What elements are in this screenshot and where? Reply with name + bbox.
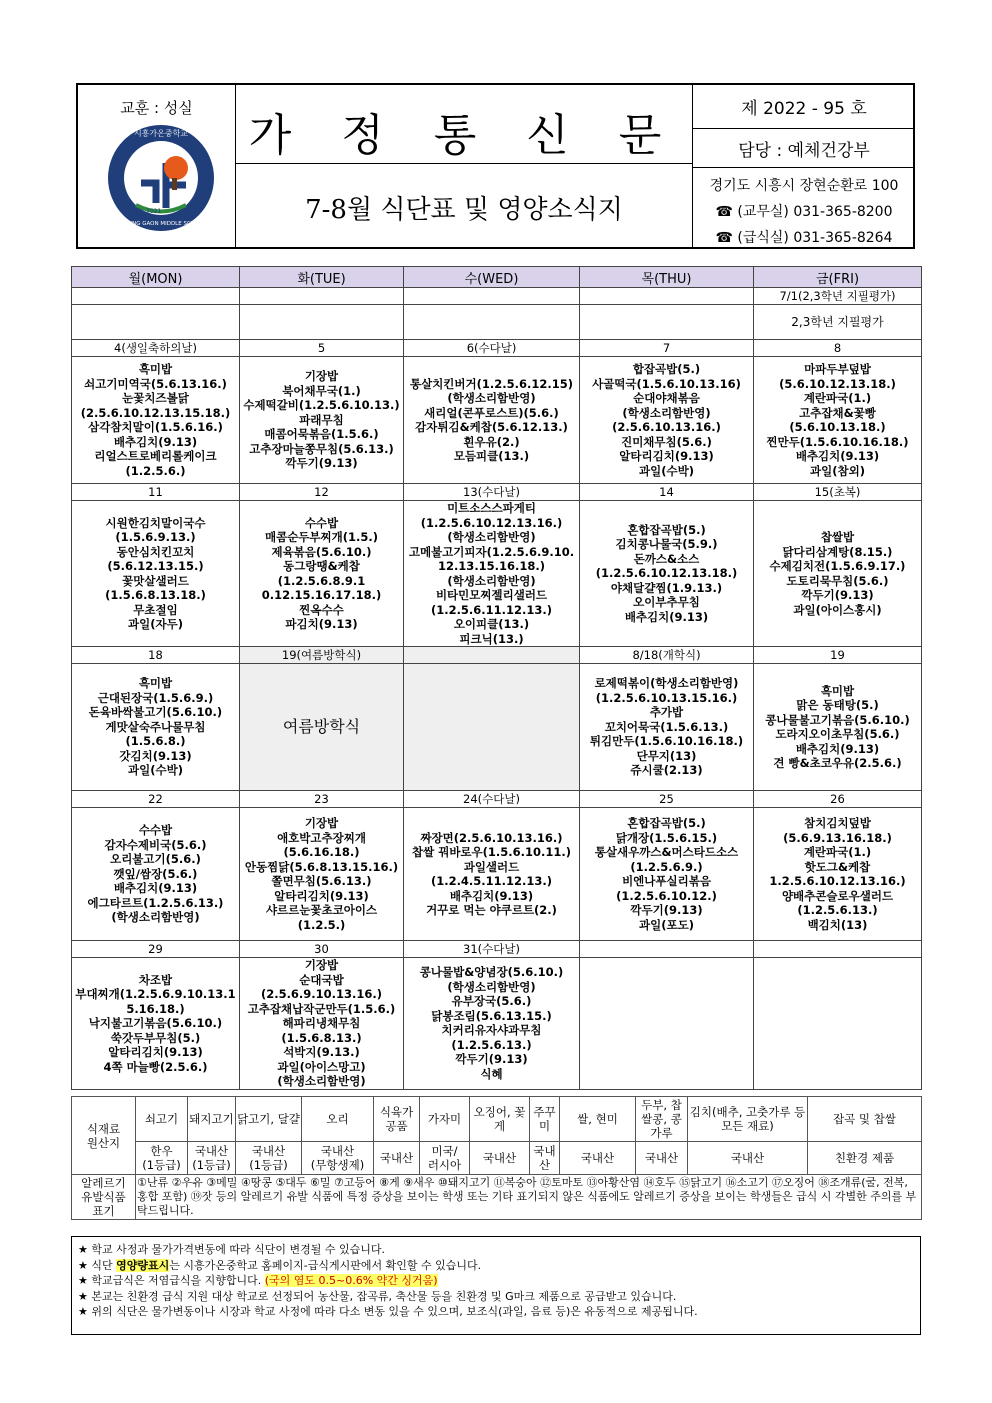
menu-item: (5.6.16.18.) <box>283 845 360 859</box>
menu-item: 파래무침 <box>299 412 344 427</box>
menu-item: (1.2.5.6.11.12.13.) <box>430 602 553 617</box>
menu-item: 꼬치어묵국(1.5.6.13.) <box>604 719 729 734</box>
day-menu-cell <box>754 305 922 340</box>
origin-food-head: 닭고기, 달걀 <box>236 1097 302 1142</box>
day-menu-cell <box>580 808 754 941</box>
menu-item: 매콤순두부찌개(1.5.) <box>264 530 378 544</box>
menu-item: 돈육바싹불고기(5.6.10.) <box>88 705 223 720</box>
menu-item: 모듬피클(13.) <box>453 449 530 463</box>
menu-item: (1.2.5.6.9.) <box>630 859 703 874</box>
day-menu-cell <box>404 501 580 647</box>
day-date-label: 8/18(개학식) <box>580 647 754 664</box>
menu-item: 깍두기(9.13) <box>455 1052 528 1067</box>
menu-item: 참치김치덮밥(5.6.9.13.16.18.) <box>783 816 892 845</box>
day-date-label: 15(초복) <box>754 484 922 501</box>
menu-item: 진미채무침(5.6.) <box>621 434 712 449</box>
menu-item: 과일(수박) <box>639 463 694 478</box>
menu-item: 흑미밥 <box>138 676 173 691</box>
menu-item: 닭봉조림(5.6.13.15.) <box>431 1008 552 1023</box>
menu-item: 에그타르트(1.2.5.6.13.) <box>87 895 224 910</box>
note-line: ★ 식단 영양량표시는 시흥가온중학교 홈페이지-급식게시판에서 확인할 수 있습니다. <box>78 1258 482 1272</box>
menu-item: 과일(아이스망고) <box>277 1059 366 1074</box>
day-menu-cell <box>404 664 580 791</box>
day-date-label: 7/1(2,3학년 지필평가) <box>754 288 922 305</box>
origin-food-head: 두부, 찹쌀콩, 콩가루 <box>636 1097 688 1142</box>
ingredient-origin-table <box>71 1096 922 1220</box>
day-date-label: 4(생일축하의날) <box>72 340 240 357</box>
menu-item: 피크닉(13.) <box>459 631 524 646</box>
menu-item: (학생소리함반영) <box>447 573 536 588</box>
menu-item: 깻잎/쌈장(5.6.) <box>113 866 198 881</box>
menu-item: 단무지(13) <box>636 748 697 763</box>
menu-item: 2,3학년 지필평가 <box>791 314 884 329</box>
menu-item: 야채달걀찜(1.9.13.) <box>610 580 723 595</box>
menu-item: 감자튀김&케찹(5.6.12.13.) <box>415 420 568 434</box>
issue-number: 제 2022 - 95 호 <box>741 99 867 119</box>
day-menu-cell <box>404 808 580 941</box>
menu-item: 고추잡채납작군만두(1.5.6.) <box>247 1001 396 1016</box>
menu-item: 배추김치(9.13) <box>624 609 709 624</box>
day-date-label: 30 <box>240 941 404 958</box>
menu-item: 0.12.15.16.17.18.) <box>261 588 382 602</box>
origin-food-value: 국내산 (무항생제) <box>302 1142 374 1175</box>
day-menu-cell <box>404 958 580 1090</box>
menu-item: 샤르르눈꽃초코아이스 <box>265 903 378 917</box>
day-date-label <box>580 941 754 958</box>
menu-item: 쫄면무침(5.6.13.) <box>271 874 372 888</box>
menu-item: 추가밥 <box>649 705 684 720</box>
menu-item: 고추잡채&꽃빵 <box>799 405 876 420</box>
menu-item: (5.6.12.13.15.) <box>107 559 204 573</box>
menu-item: (학생소리함반영) <box>111 910 200 925</box>
day-menu-cell <box>72 664 240 791</box>
menu-item: 콩나물불고기볶음(5.6.10.) <box>765 712 910 727</box>
menu-item: 닭다리삼계탕(8.15.) <box>782 544 893 559</box>
menu-item: (학생소리함반영) <box>277 1074 366 1088</box>
origin-food-value: 미국/ 러시아 <box>420 1142 470 1175</box>
origin-food-head: 쇠고기 <box>136 1097 188 1142</box>
menu-item: 리얼스트로베리롤케이크 <box>94 449 217 463</box>
origin-food-value: 국내산 <box>470 1142 530 1175</box>
menu-item: 흑미밥 <box>820 683 855 698</box>
origin-food-head: 오징어, 꽃게 <box>470 1097 530 1142</box>
menu-item: 합잡곡밥(5.) <box>632 362 701 376</box>
menu-item: (학생소리함반영) <box>622 405 711 420</box>
menu-item: 부대찌개(1.2.5.6.9.10.13.1 <box>75 987 236 1001</box>
menu-item: 시원한김치말이국수 <box>105 515 206 530</box>
day-menu-cell <box>72 305 240 340</box>
newsletter-subtitle: 7-8월 식단표 및 영양소식지 <box>305 195 623 225</box>
day-date-label: 11 <box>72 484 240 501</box>
menu-item: 파김치(9.13) <box>285 617 358 631</box>
menu-item: 꽃맛살샐러드 <box>122 573 189 588</box>
day-menu-cell <box>240 305 404 340</box>
day-date-label: 18 <box>72 647 240 664</box>
menu-item: (2.5.6.10.12.13.15.18.) <box>80 405 231 420</box>
day-date-label: 22 <box>72 791 240 808</box>
origin-food-value: 국내 산 <box>530 1142 560 1175</box>
menu-item: 찹쌀밥 <box>820 530 855 544</box>
newsletter-header <box>76 83 915 249</box>
menu-item: 김치콩나물국(5.9.) <box>615 537 718 552</box>
menu-item: 여름방학식 <box>282 716 361 736</box>
menu-item: 동그랑땡&케찹(1.2.5.6.8.9.1 <box>277 559 366 588</box>
day-date-label <box>72 288 240 305</box>
menu-item: 알타리김치(9.13) <box>619 449 714 463</box>
menu-item: 석박지(9.13.) <box>283 1045 360 1059</box>
notes-box <box>71 1236 921 1335</box>
day-date-label: 29 <box>72 941 240 958</box>
menu-item: 배추김치(9.13) <box>113 881 198 896</box>
logo-ring-bottom: SIHEUNG GAON MIDDLE SCHOOL <box>115 221 207 227</box>
day-date-label <box>404 647 580 664</box>
day-date-label: 24(수다날) <box>404 791 580 808</box>
menu-item: 제육볶음(5.6.10.) <box>271 544 372 559</box>
note-line: ★ 학교 사정과 물가가격변동에 따라 식단이 변경될 수 있습니다. <box>78 1243 385 1256</box>
origin-food-value: 친환경 제품 <box>808 1142 922 1175</box>
day-date-label: 8 <box>754 340 922 357</box>
day-header: 수(WED) <box>404 267 580 288</box>
phone-office: ☎ (교무실) 031-365-8200 <box>715 204 893 220</box>
menu-item: 순대국밥 <box>299 972 344 987</box>
origin-food-head: 주꾸미 <box>530 1097 560 1142</box>
menu-item: 삼각참치말이(1.5.6.16.) <box>88 420 223 434</box>
day-date-label <box>240 288 404 305</box>
menu-item: (1.2.5.6.) <box>125 463 186 478</box>
menu-item: 갓김치(9.13) <box>119 748 192 763</box>
day-menu-cell <box>580 305 754 340</box>
day-date-label: 14 <box>580 484 754 501</box>
day-menu-cell <box>404 357 580 484</box>
menu-item: 12.13.15.16.18.) <box>437 559 546 573</box>
menu-item: (1.2.5.6.10.12.13.18.) <box>595 566 738 581</box>
day-date-label: 23 <box>240 791 404 808</box>
menu-item: (학생소리함반영) <box>447 979 536 994</box>
menu-item: 새리얼(콘푸로스트)(5.6.) <box>424 405 559 420</box>
day-date-label: 7 <box>580 340 754 357</box>
origin-food-head: 돼지고기 <box>188 1097 236 1142</box>
menu-item: (학생소리함반영) <box>447 391 536 405</box>
day-menu-cell <box>580 501 754 647</box>
menu-item: 도토리묵무침(5.6.) <box>786 573 889 588</box>
origin-food-value: 국내산 <box>374 1142 420 1175</box>
menu-item: 오이부추무침 <box>633 595 700 610</box>
menu-item: 알타리김치(9.13) <box>274 888 369 903</box>
menu-item: (1.5.6.8.13.18.) <box>105 588 206 602</box>
menu-item: 식혜 <box>480 1066 503 1081</box>
day-header: 화(TUE) <box>240 267 404 288</box>
day-menu-cell <box>754 664 922 791</box>
menu-item: 애호박고추장찌개 <box>277 830 366 845</box>
menu-item: 기장밥 <box>304 816 339 830</box>
menu-item: (1.2.5.6.13.) <box>451 1037 532 1052</box>
menu-item: 알타리김치(9.13) <box>108 1045 203 1059</box>
menu-item: 수수밥 <box>304 515 339 530</box>
menu-item: 돈까스&소스 <box>633 551 700 566</box>
menu-item: 기장밥 <box>304 958 339 972</box>
menu-item: 계란파국(1.) <box>803 845 872 859</box>
day-date-label: 26 <box>754 791 922 808</box>
origin-food-value: 한우 (1등급) <box>136 1142 188 1175</box>
menu-item: 찐만두(1.5.6.10.16.18.) <box>766 434 909 449</box>
menu-item: 근대된장국(1.5.6.9.) <box>97 690 214 705</box>
menu-item: 비타민모찌젤리샐러드 <box>435 588 548 602</box>
menu-item: 과일(포도) <box>639 917 694 932</box>
menu-item: 유부장국(5.6.) <box>451 994 532 1009</box>
menu-item: 배추김치(9.13) <box>795 741 880 756</box>
menu-item: 닭개장(1.5.6.15.) <box>615 830 718 845</box>
day-menu-cell <box>580 357 754 484</box>
menu-item: (1.5.6.9.13.) <box>115 530 196 544</box>
phone-cafeteria: ☎ (급식실) 031-365-8264 <box>715 230 893 246</box>
menu-item: 고메불고기피자(1.2.5.6.9.10. <box>408 544 575 559</box>
menu-item: (1.2.5.) <box>297 917 346 932</box>
menu-item: 통살치킨버거(1.2.5.6.12.15) <box>409 376 574 391</box>
origin-food-head: 오리 <box>302 1097 374 1142</box>
menu-item: 고추장마늘쫑무침(5.6.13.) <box>249 441 394 456</box>
menu-item: 동안심치킨꼬치 <box>116 544 195 559</box>
day-date-label: 19 <box>754 647 922 664</box>
day-menu-cell <box>754 501 922 647</box>
menu-item: (학생소리함반영) <box>447 530 536 544</box>
day-header: 월(MON) <box>72 267 240 288</box>
menu-item: 로제떡볶이(학생소리함반영) <box>594 676 739 691</box>
menu-item: 쥬시쿨(2.13) <box>630 763 703 778</box>
menu-item: 오리불고기(5.6.) <box>110 852 201 867</box>
menu-item: 핫도그&케찹 <box>804 859 871 874</box>
note-line: ★ 본교는 친환경 급식 지원 대상 학교로 선정되어 농산물, 잡곡류, 축산물 등을 친환경 및 G마크 제품으로 공급받고 있습니다. <box>78 1289 677 1303</box>
menu-item: 낙지불고기볶음(5.6.10.) <box>88 1016 223 1030</box>
menu-item: 쇠고기미역국(5.6.13.16.) <box>84 376 227 391</box>
day-menu-cell <box>240 664 404 791</box>
menu-item: 수제김치전(1.5.6.9.17.) <box>769 559 906 573</box>
day-date-label <box>580 288 754 305</box>
menu-item: 과일(자두) <box>128 617 183 631</box>
day-menu-cell <box>240 808 404 941</box>
day-header: 목(THU) <box>580 267 754 288</box>
day-menu-cell <box>240 501 404 647</box>
menu-item: 과일(아이스홍시) <box>793 602 882 617</box>
day-menu-cell <box>580 664 754 791</box>
origin-food-head: 잡곡 및 찹쌀 <box>808 1097 922 1142</box>
menu-item: 흑미밥 <box>138 362 173 376</box>
origin-food-value: 국내산 <box>560 1142 636 1175</box>
day-menu-cell <box>72 501 240 647</box>
menu-item: (1.2.5.6.10.12.13.16.) <box>420 515 563 530</box>
origin-food-head: 가자미 <box>420 1097 470 1142</box>
menu-item: 짜장면(2.5.6.10.13.16.) <box>420 830 563 845</box>
menu-item: 깍두기(9.13) <box>285 456 358 471</box>
menu-item: 과일(수박) <box>128 763 183 778</box>
menu-item: 견 빵&초코우유(2.5.6.) <box>773 756 902 770</box>
day-date-label: 12 <box>240 484 404 501</box>
origin-food-head: 식육가공품 <box>374 1097 420 1142</box>
menu-item: (1.2.4.5.11.12.13.) <box>430 874 553 888</box>
origin-title: 식재료 원산지 <box>72 1097 136 1175</box>
menu-item: (5.6.10.12.13.18.) <box>779 376 896 391</box>
school-address: 경기도 시흥시 장현순환로 100 <box>709 178 899 194</box>
origin-food-value: 국내산 <box>636 1142 688 1175</box>
day-menu-cell <box>754 958 922 1090</box>
origin-food-value: 국내산 (1등급) <box>188 1142 236 1175</box>
logo-ring-top: 시흥가온중학교 <box>133 129 189 138</box>
menu-item: 흰우유(2.) <box>463 434 520 449</box>
menu-item: 배추김치(9.13) <box>449 888 534 903</box>
day-menu-cell <box>240 958 404 1090</box>
menu-item: 수수밥 <box>138 823 173 838</box>
menu-item: 무초절임 <box>133 602 178 617</box>
menu-item: 매콤어묵볶음(1.5.6.) <box>264 427 379 442</box>
menu-item: (2.5.6.9.10.13.16.) <box>260 987 383 1001</box>
origin-food-head: 김치(배추, 고춧가루 등 모든 재료) <box>688 1097 808 1142</box>
newsletter-title: 가 정 통 신 문 <box>248 110 680 161</box>
menu-item: 미트소스스파게티 <box>447 501 536 515</box>
menu-item: 기장밥 <box>304 369 339 384</box>
menu-item: (1.5.6.8.) <box>125 734 186 749</box>
menu-item: 계란파국(1.) <box>803 391 872 405</box>
meal-calendar <box>71 266 922 1090</box>
day-header: 금(FRI) <box>754 267 922 288</box>
day-date-label: 19(여름방학식) <box>240 647 404 664</box>
allergy-text: ①난류 ②우유 ③메밀 ④땅콩 ⑤대두 ⑥밀 ⑦고등어 ⑧게 ⑨새우 ⑩돼지고기 ⑪복숭아 ⑫토마토 ⑬아황산염 ⑭호두 ⑮닭고기 ⑯소고기 ⑰오징어 ⑱조개류(굴, 전복, 홍합 포함) ⑲잣 등의 알레르기 유발 식품에 특정 증상을 보이는 학생 또는 기타 표기되지 않은 식품에도 알레르기 증상을 보이는 학생들은 급식 시 각별한 주의를 부탁드립니다. <box>136 1175 922 1220</box>
menu-item: 깍두기(9.13) <box>801 588 874 602</box>
day-date-label: 5 <box>240 340 404 357</box>
menu-item: 북어채무국(1.) <box>282 383 361 398</box>
menu-item: 수제떡갈비(1.2.5.6.10.13.) <box>243 398 400 413</box>
menu-item: (5.6.10.13.18.) <box>789 420 886 434</box>
menu-item: 마파두부덮밥 <box>804 362 871 376</box>
menu-item: 5.16.18.) <box>126 1001 185 1016</box>
menu-item: 비엔나푸실리볶음 <box>622 874 711 888</box>
menu-item: 치커리유자샤과무침 <box>441 1023 542 1038</box>
menu-item: 도라지오이초무침(5.6.) <box>775 727 900 741</box>
day-date-label <box>404 288 580 305</box>
menu-item: 차조밥 <box>138 972 173 987</box>
menu-item: 게맛살숙주나물무침 <box>105 719 206 734</box>
menu-item: 찐옥수수 <box>299 602 344 617</box>
day-date-label <box>754 941 922 958</box>
menu-item: 찹쌀 꿔바로우(1.5.6.10.11.) <box>411 845 572 859</box>
menu-item: 튀김만두(1.5.6.10.16.18.) <box>589 734 744 749</box>
menu-item: 4쪽 마늘빵(2.5.6.) <box>103 1059 208 1074</box>
day-menu-cell <box>404 305 580 340</box>
school-motto: 교훈 : 성실 <box>120 99 193 117</box>
menu-item: 사골떡국(1.5.6.10.13.16) <box>592 376 741 391</box>
origin-food-value: 국내산 <box>688 1142 808 1175</box>
day-menu-cell <box>580 958 754 1090</box>
day-menu-cell <box>72 808 240 941</box>
day-date-label: 25 <box>580 791 754 808</box>
school-logo <box>106 123 216 233</box>
day-date-label: 13(수다날) <box>404 484 580 501</box>
menu-item: (1.5.6.8.13.) <box>281 1030 362 1045</box>
note-line: ★ 위의 식단은 물가변동이나 시장과 학교 사정에 따라 다소 변동 있을 수 있으며, 보조식(과일, 음료 등)은 유동적으로 제공됩니다. <box>78 1305 698 1318</box>
logo-year: 2021 <box>146 208 162 215</box>
menu-item: 배추김치(9.13) <box>113 434 198 449</box>
menu-item: 배추김치(9.13) <box>795 449 880 463</box>
day-date-label: 6(수다날) <box>404 340 580 357</box>
menu-item: 오이피클(13.) <box>453 617 530 631</box>
menu-item: 맑은 동태탕(5.) <box>796 698 879 712</box>
menu-item: 감자수제비국(5.6.) <box>104 837 207 852</box>
menu-item: (1.2.5.6.10.12.) <box>616 888 717 903</box>
note-line: ★ 학교급식은 저염급식을 지향합니다. (국의 염도 0.5~0.6% 약간 싱거움) <box>78 1274 438 1287</box>
department: 담당 : 예체건강부 <box>738 141 870 161</box>
allergy-title: 알레르기 유발식품 표기 <box>72 1175 136 1220</box>
menu-item: 혼합잡곡밥(5.) <box>627 522 706 537</box>
menu-item: 과일(참외) <box>810 463 865 478</box>
day-date-label: 31(수다날) <box>404 941 580 958</box>
menu-item: (1.2.5.6.13.) <box>797 903 878 917</box>
menu-item: 혼합잡곡밥(5.) <box>627 816 706 830</box>
day-menu-cell <box>72 958 240 1090</box>
menu-item: 과일샐러드 <box>463 859 520 874</box>
menu-item: 백김치(13) <box>807 917 868 932</box>
origin-food-value: 국내산 (1등급) <box>236 1142 302 1175</box>
menu-item: 깍두기(9.13) <box>630 903 703 917</box>
menu-item: 눈꽃치즈볼닭 <box>122 391 189 405</box>
menu-item: 쑥갓두부무침(5.) <box>110 1030 201 1045</box>
day-menu-cell <box>754 357 922 484</box>
menu-item: 거꾸로 먹는 야쿠르트(2.) <box>426 903 557 917</box>
menu-item: (1.2.5.6.10.13.15.16.) <box>595 690 738 705</box>
day-menu-cell <box>72 357 240 484</box>
menu-item: 해파리냉채무침 <box>282 1016 361 1030</box>
menu-item: 통살새우까스&머스타드소스 <box>594 845 739 859</box>
menu-item: 양배추콘슬로우샐러드 <box>781 888 894 903</box>
menu-item: 콩나물밥&양념장(5.6.10.) <box>419 965 564 980</box>
day-menu-cell <box>240 357 404 484</box>
day-menu-cell <box>754 808 922 941</box>
menu-item: 순대야채볶음 <box>633 391 700 405</box>
menu-item: 1.2.5.6.10.12.13.16.) <box>769 874 906 888</box>
origin-food-head: 쌀, 현미 <box>560 1097 636 1142</box>
menu-item: (2.5.6.10.13.16.) <box>612 420 721 434</box>
menu-item: 안동찜닭(5.6.8.13.15.16.) <box>244 859 399 874</box>
